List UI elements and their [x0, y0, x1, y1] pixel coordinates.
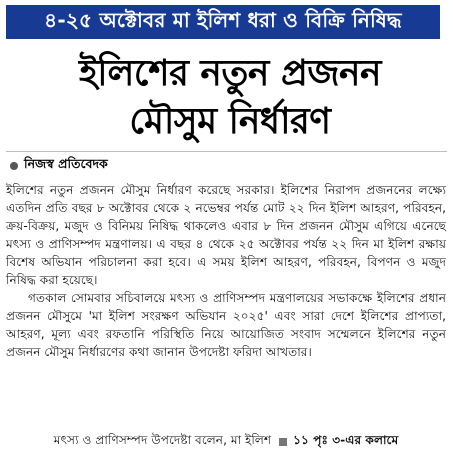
paragraph-2: গতকাল সোমবার সচিবালয়ে মৎস্য ও প্রাণিসম্পদ মন্ত্রণালয়ের সভাকক্ষে ইলিশের প্রধান প্রজনন মৌসুমে 'মা ইলিশ সংরক্ষণ অভিযান ২০২৫' এবং সারা দেশে ইলিশের প্রাপ্যতা, আহরণ, মূল্য এবং রফতানি পরিস্থিতি নিয়ে আয়োজিত সংবাদ সম্মেলনে ইলিশের নতুন প্রজনন মৌসুম নির্ধারণের কথা জানান উপদেষ্টা ফরিদা আখতার। [6, 291, 446, 359]
last-line-text: মৎস্য ও প্রাণিসম্পদ উপদেষ্টা বলেন, মা ইলিশ [53, 433, 272, 447]
headline-line-2: মৌসুম নির্ধারণ [129, 101, 331, 142]
headline [10, 50, 450, 146]
top-banner [6, 5, 440, 39]
paragraph-1: ইলিশের নতুন প্রজনন মৌসুম নির্ধারণ করেছে সরকার। ইলিশের নিরাপদ প্রজননের লক্ষ্যে এতদিন প্রতি বছর ৮ অক্টোবর থেকে ২ নভেম্বর পর্যন্ত মোট ২২ দিন ইলিশ আহরণ, পরিবহন, ক্রয়-বিক্রয়, মজুদ ও বিনিময় নিষিদ্ধ থাকলেও এবার ৮ দিন প্রজনন মৌসুম এগিয়ে এনেছে মৎস্য ও প্রাণিসম্পদ মন্ত্রণালয়। এ বছর ৪ থেকে ২৫ অক্টোবর পর্যন্ত ২২ দিন মা ইলিশ রক্ষায় বিশেষ অভিযান পরিচালনা করা হবে। এ সময় ইলিশ আহরণ, পরিবহন, বিপণন ও মজুদ নিষিদ্ধ করা হয়েছে। [6, 183, 446, 287]
square-bullet-icon [279, 438, 287, 446]
byline [10, 157, 108, 175]
divider [6, 151, 447, 152]
bullet-icon [10, 162, 18, 170]
continuation-line [6, 433, 446, 451]
article-body [6, 181, 446, 361]
byline-text: নিজস্ব প্রতিবেদক [24, 156, 108, 171]
headline-line-1: ইলিশের নতুন প্রজনন [78, 53, 382, 94]
banner-text: ৪-২৫ অক্টোবর মা ইলিশ ধরা ও বিক্রি নিষিদ্ধ [44, 7, 402, 32]
continuation-note: ১১ পৃঃ ৩-এর কলামে [293, 433, 399, 447]
